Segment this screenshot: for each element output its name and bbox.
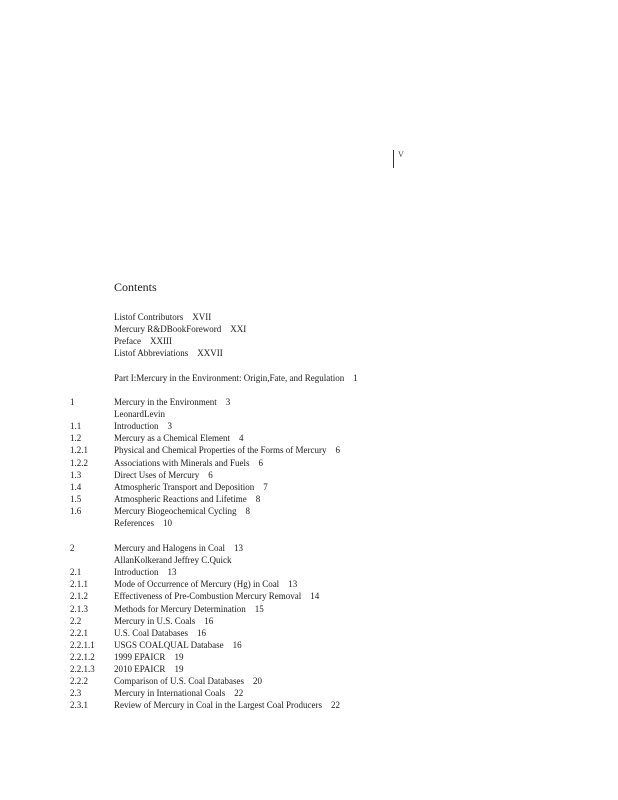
toc-entry-text: [114, 432, 243, 444]
toc-entry-number: 1.2.2: [70, 457, 88, 468]
toc-entry: [0, 408, 618, 420]
toc-entry-page: 3: [225, 397, 231, 407]
toc-entry-text: [114, 699, 340, 711]
toc-entry-title: Introduction: [114, 421, 159, 432]
toc-entry-page: 14: [310, 591, 320, 602]
toc-entry-page: 15: [254, 603, 264, 614]
toc-entry-page: 4: [238, 433, 244, 444]
toc-entry-number: 2.2.1.3: [70, 664, 95, 674]
toc-entry: [0, 651, 618, 663]
toc-entry-title: Associations with Minerals and Fuels: [114, 457, 250, 468]
toc-entry-text: [114, 663, 183, 675]
toc-entry-number: 2.2.2: [70, 676, 88, 687]
toc-entry-title: Methods for Mercury Determination: [114, 603, 246, 614]
toc-entry: [0, 469, 618, 481]
toc-entry-title: References: [114, 518, 154, 528]
toc-entry-page: XXVII: [197, 348, 223, 359]
toc-entry-text: [114, 493, 260, 505]
toc-entry-page: 8: [245, 505, 250, 516]
toc-entry-number: 2.1.2: [70, 591, 88, 602]
toc-entry: [0, 627, 618, 639]
toc-entry-page: 19: [174, 664, 184, 674]
toc-entry-page: 8: [255, 493, 261, 504]
toc-entry-page: 22: [234, 688, 244, 699]
toc-entry-title: Atmospheric Transport and Deposition: [114, 481, 255, 492]
toc-entry-text: [114, 566, 177, 578]
toc-entry: [0, 699, 618, 711]
toc-entry-number: 2.2.1.1: [70, 639, 95, 650]
toc-entry-page: XVII: [192, 312, 212, 322]
toc-entry-text: [114, 639, 242, 651]
toc-entry: [0, 578, 618, 590]
toc-entry-title: Listof Contributors: [114, 312, 184, 322]
toc-entry-page: 6: [258, 457, 263, 468]
toc-entry-title: Direct Uses of Mercury: [114, 469, 200, 480]
toc-entry-title: Mercury as a Chemical Element: [114, 433, 230, 444]
toc-entry: [0, 372, 618, 384]
toc-entry-text: [114, 481, 268, 493]
toc-entry: [0, 505, 618, 517]
toc-entry: [0, 493, 618, 505]
toc-entry-title: 1999 EPAICR: [114, 651, 166, 662]
toc-entry-text: [114, 675, 262, 687]
toc-entry: [0, 311, 618, 323]
toc-entry-title: USGS COALQUAL Database: [114, 639, 224, 650]
toc-entry-text: [114, 372, 358, 384]
toc-entry: [0, 663, 618, 675]
toc-entry-page: 13: [167, 567, 177, 578]
toc-entry-text: [114, 311, 211, 323]
toc-entry-text: [114, 627, 206, 639]
toc-entry-number: 2.2: [70, 615, 82, 626]
toc-entry-page: 1: [353, 373, 358, 383]
toc-entry-title: Mercury in U.S. Coals: [114, 615, 196, 626]
toc-entry-page: XXIII: [149, 336, 172, 347]
toc-entry-number: 1.6: [70, 505, 82, 516]
toc-entry-page: 16: [197, 627, 206, 638]
contents-title: Contents: [114, 280, 157, 294]
toc-entry-text: [114, 505, 250, 517]
toc-entry-page: 16: [232, 639, 242, 650]
toc-entry: [0, 615, 618, 627]
toc-entry-title: Mercury in the Environment: [114, 397, 217, 407]
toc-entry-text: [114, 347, 223, 359]
toc-entry-page: 13: [233, 543, 243, 553]
toc-entry: [0, 323, 618, 335]
toc-entry: [0, 542, 618, 554]
toc-entry-title: Atmospheric Reactions and Lifetime: [114, 493, 247, 504]
toc-entry-text: [114, 554, 241, 566]
toc-entry-title: Comparison of U.S. Coal Databases: [114, 676, 244, 687]
toc-entry-title: Part I:Mercury in the Environment: Origin,Fate, and Regulation: [114, 373, 345, 383]
toc-entry: [0, 687, 618, 699]
toc-entry: [0, 603, 618, 615]
toc-entry-page: 6: [335, 445, 340, 456]
toc-entry: [0, 335, 618, 347]
toc-entry: [0, 566, 618, 578]
toc-entry-number: 1.4: [70, 481, 82, 492]
toc-entry-title: Mercury in International Coals: [114, 688, 226, 699]
toc-entry: [0, 432, 618, 444]
toc-entry-text: [114, 335, 172, 347]
toc-entry-page: XXI: [230, 324, 247, 335]
toc-entry-number: 1.1: [70, 421, 82, 432]
toc-entry-number: 2.2.1.2: [70, 651, 95, 662]
toc-entry-title: AllanKolkerand Jeffrey C.Quick: [114, 555, 232, 566]
toc-entry-text: [114, 444, 340, 456]
toc-entry-title: Preface: [114, 336, 141, 347]
toc-entry-text: [114, 603, 264, 615]
toc-entry-number: 2.1.1: [70, 579, 88, 590]
toc-entry: [0, 675, 618, 687]
toc-entry: [0, 420, 618, 432]
toc-entry: [0, 396, 618, 408]
toc-entry: [0, 444, 618, 456]
toc-entry: [0, 517, 618, 529]
toc-entry-number: 2.1: [70, 567, 82, 578]
toc-entry-title: Listof Abbreviations: [114, 348, 189, 359]
toc-entry-text: [114, 420, 172, 432]
toc-entry-title: 2010 EPAICR: [114, 664, 166, 674]
toc-entry-title: Physical and Chemical Properties of the Forms of Mercury: [114, 445, 327, 456]
toc-entry-number: 1.5: [70, 493, 82, 504]
toc-entry-number: 1.2: [70, 433, 82, 444]
toc-entry-number: 1.2.1: [70, 445, 88, 456]
toc-entry: [0, 639, 618, 651]
toc-entry-text: [114, 396, 230, 408]
toc-entry: [0, 457, 618, 469]
toc-entry-text: [114, 457, 263, 469]
toc-entry-page: 7: [263, 481, 268, 492]
toc-entry-page: 10: [162, 518, 172, 528]
toc-entry-number: 2.1.3: [70, 603, 88, 614]
toc-entry-title: LeonardLevin: [114, 409, 165, 420]
toc-entry-text: [114, 469, 213, 481]
toc-entry-number: 2: [70, 543, 75, 553]
page-number-marker: V: [393, 150, 404, 168]
toc-entry-text: [114, 590, 319, 602]
toc-entry-page: 13: [288, 579, 298, 590]
toc-entry-title: Review of Mercury in Coal in the Largest Coal Producers: [114, 700, 323, 711]
toc-entry-page: 3: [167, 421, 172, 432]
toc-entry-page: 22: [331, 700, 341, 711]
toc-entry-page: 16: [204, 615, 214, 626]
toc-entry-title: Mode of Occurrence of Mercury (Hg) in Coal: [114, 579, 280, 590]
toc-entry-title: U.S. Coal Databases: [114, 627, 188, 638]
toc-entry: [0, 481, 618, 493]
toc-entry-number: 2.3: [70, 688, 82, 699]
toc-entry-number: 2.2.1: [70, 627, 88, 638]
toc-entry-page: 6: [208, 469, 213, 480]
toc-entry-number: 1.3: [70, 469, 82, 480]
toc-entry-title: Mercury Biogeochemical Cycling: [114, 505, 237, 516]
toc-entry-text: [114, 578, 297, 590]
toc-entry-title: Effectiveness of Pre-Combustion Mercury Removal: [114, 591, 302, 602]
toc-entry: [0, 554, 618, 566]
toc-entry-text: [114, 687, 243, 699]
toc-entry: [0, 590, 618, 602]
toc-entry-title: Mercury R&DBookForeword: [114, 324, 222, 335]
toc-entry-text: [114, 615, 213, 627]
toc-entry-number: 1: [70, 397, 75, 407]
toc-entry-text: [114, 408, 174, 420]
toc-entry-number: 2.3.1: [70, 700, 88, 711]
toc-entry-title: Mercury and Halogens in Coal: [114, 543, 225, 553]
toc-entry-text: [114, 651, 183, 663]
toc-entry: [0, 347, 618, 359]
toc-entry-text: [114, 323, 246, 335]
toc-entry-text: [114, 517, 172, 529]
toc-entry-title: Introduction: [114, 567, 159, 578]
toc-entry-text: [114, 542, 243, 554]
toc-entry-page: 20: [252, 676, 262, 687]
toc-entry-page: 19: [174, 651, 184, 662]
